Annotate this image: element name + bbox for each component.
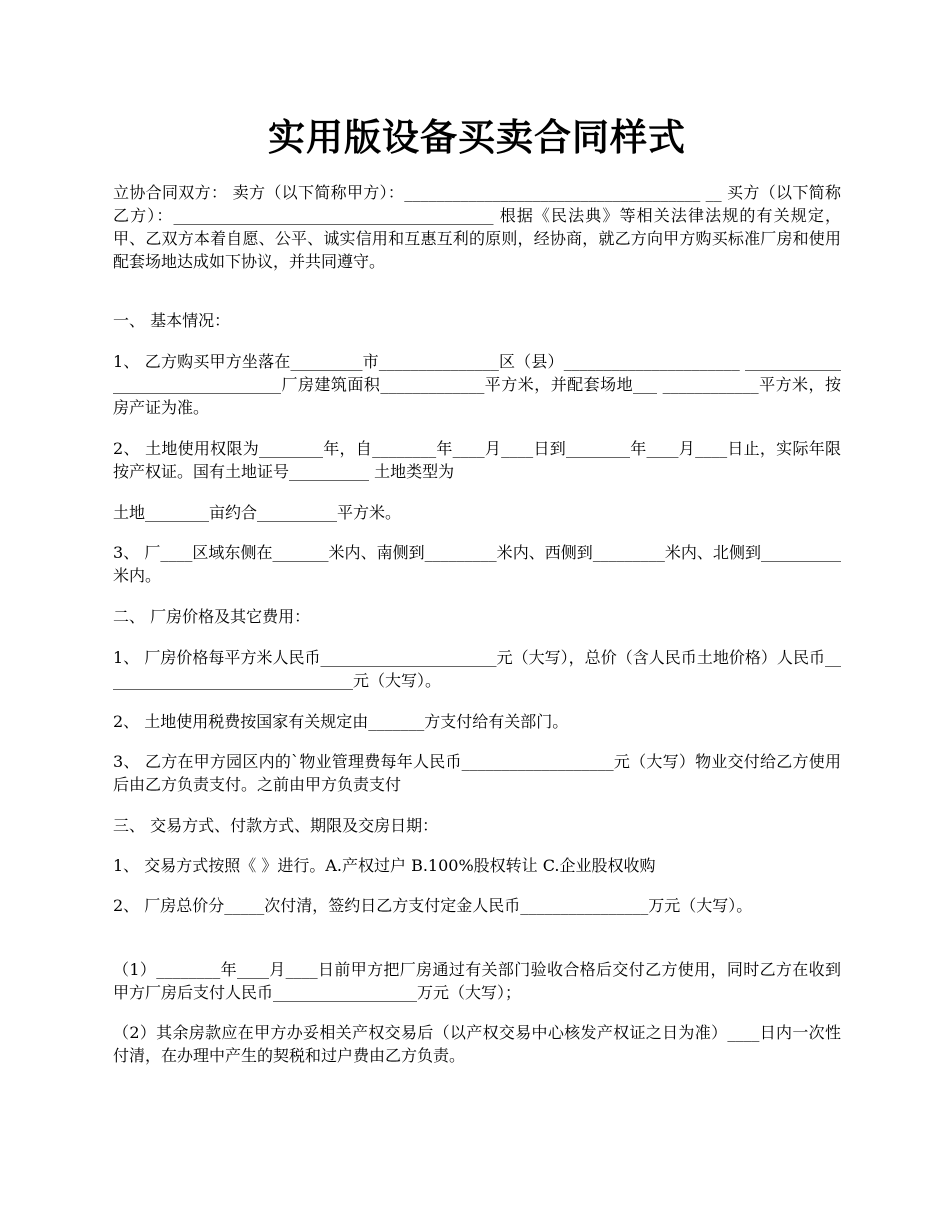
clause-1-2-land: 土地________亩约合__________平方米。 [113,503,402,522]
section-heading-basic-info: 一、 基本情况： [113,311,231,330]
clause-1-2: 2、 土地使用权限为________年，自________年____月____日到________年____月____日止，实际年限按产权证。国有土地证号__________ 土地类型为 [113,439,841,481]
section-heading-payment: 三、 交易方式、付款方式、期限及交房日期： [113,816,439,835]
clause-1-3: 3、 厂____区域东侧在_______米内、南侧到_________米内、西侧到_________米内、北侧到__________米内。 [113,543,841,585]
clause-1-1: 1、 乙方购买甲方坐落在_________市_______________区（县）______________________ _________________________________厂房建筑面积_____________平方米，并配套场地___ ____________平方米，按房产证为准。 [113,352,841,417]
intro-paragraph: 立协合同双方： 卖方（以下简称甲方）：_____________________________________ __ 买方（以下简称乙方）：________________________________________ 根据《民法典》等相关法律法规的有关规定，甲、乙双方本着自愿、公平、诚实信用和互惠互利的原则，经协商，就乙方向甲方购买标准厂房和使用配套场地达成如下协议，并共同遵守。 [113,183,841,271]
clause-3-1: 1、 交易方式按照《 》进行。A.产权过户 B.100%股权转让 C.企业股权收购 [113,856,656,875]
document-title: 实用版设备买卖合同样式 [268,115,686,159]
clause-2-3: 3、 乙方在甲方园区内的`物业管理费每年人民币___________________元（大写）物业交付给乙方使用后由乙方负责支付。之前由甲方负责支付 [113,752,841,794]
clause-2-2: 2、 土地使用税费按国家有关规定由_______方支付给有关部门。 [113,712,569,731]
clause-3-2-item-2: （2）其余房款应在甲方办妥相关产权交易后（以产权交易中心核发产权证之日为准）____日内一次性付清，在办理中产生的契税和过户费由乙方负责。 [113,1023,841,1065]
clause-2-1: 1、 厂房价格每平方米人民币______________________元（大写），总价（含人民币土地价格）人民币________________________________元（大写）。 [113,648,841,690]
clause-3-2: 2、 厂房总价分_____次付清，签约日乙方支付定金人民币________________万元（大写）。 [113,896,753,915]
section-heading-price: 二、 厂房价格及其它费用： [113,607,311,626]
clause-3-2-item-1: （1）________年____月____日前甲方把厂房通过有关部门验收合格后交付乙方使用，同时乙方在收到甲方厂房后支付人民币__________________万元（大写）； [113,960,841,1002]
